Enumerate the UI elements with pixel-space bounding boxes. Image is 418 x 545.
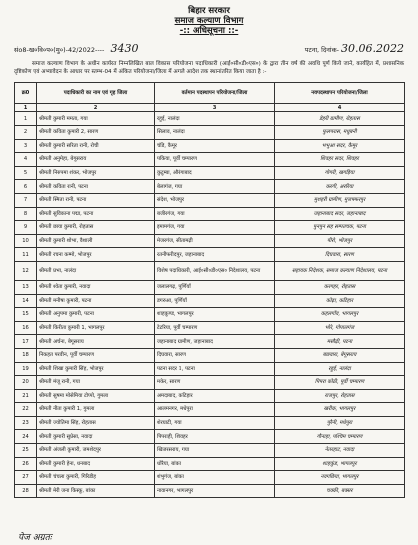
row-officer-name: श्रीमती अनुपमा कुमारी, पटना bbox=[37, 308, 155, 322]
row-new-posting: गोगरी, खगड़िया bbox=[275, 166, 405, 180]
row-current-posting: चंडि, कैमूर bbox=[155, 139, 275, 153]
row-serial: 1 bbox=[15, 112, 37, 126]
row-officer-name: श्रीमती मेरी जना किस्कू, बांका bbox=[37, 484, 155, 498]
row-new-posting: फुलपरास, मधुबनी bbox=[275, 126, 405, 140]
header-serial: क्र0 bbox=[15, 83, 37, 104]
row-officer-name: श्रीमती अंजली कुमारी, जमशेदपुर bbox=[37, 444, 155, 458]
row-new-posting: नेतरहाट, नवादा bbox=[275, 444, 405, 458]
table-row bbox=[15, 308, 405, 322]
row-serial: 18 bbox=[15, 348, 37, 362]
row-current-posting: रहुई, नालंदा bbox=[155, 112, 275, 126]
row-new-posting: भभुआ सदर, कैमूर bbox=[275, 139, 405, 153]
row-officer-name: श्रीमती कुमारी सरिता रानी, रोची bbox=[37, 139, 155, 153]
row-officer-name: श्रीमती सुषमा मोसेमिया टोप्पो, गुमला bbox=[37, 389, 155, 403]
column-number: 3 bbox=[155, 104, 275, 112]
row-current-posting: धोरैया, बांका bbox=[155, 457, 275, 471]
row-officer-name: श्रीमती स्मिता रानी, पटना bbox=[37, 193, 155, 207]
row-serial: 10 bbox=[15, 234, 37, 248]
row-serial: 12 bbox=[15, 261, 37, 280]
row-serial: 6 bbox=[15, 180, 37, 194]
table-row bbox=[15, 321, 405, 335]
row-new-posting: करगहर, रोहतास bbox=[275, 280, 405, 294]
row-serial: 23 bbox=[15, 416, 37, 430]
row-new-posting: कोढ़ा, कटिहार bbox=[275, 294, 405, 308]
row-new-posting: पुनपुन सह सम्पतचक, पटना bbox=[275, 221, 405, 235]
row-serial: 9 bbox=[15, 221, 37, 235]
row-new-posting: जहानाबाद सदर, जहानाबाद bbox=[275, 207, 405, 221]
row-serial: 5 bbox=[15, 166, 37, 180]
row-serial: 8 bbox=[15, 207, 37, 221]
row-serial: 22 bbox=[15, 403, 37, 417]
row-new-posting: खरीक, भागलपुर bbox=[275, 403, 405, 417]
row-officer-name: श्रीमती कुमारी सुप्रेसा, नवादा bbox=[37, 430, 155, 444]
row-officer-name: श्रीमती अनुमेहा, बेगूसराय bbox=[37, 153, 155, 167]
row-current-posting: शाहकुण्ड, भागलपुर bbox=[155, 308, 275, 322]
table-row bbox=[15, 261, 405, 280]
reference-date bbox=[305, 42, 404, 55]
table-row bbox=[15, 180, 405, 194]
row-current-posting: आलमनगर, मधेपुरा bbox=[155, 403, 275, 417]
row-serial: 27 bbox=[15, 471, 37, 485]
row-current-posting: रतनीफरीदपुर, जहानाबाद bbox=[155, 248, 275, 262]
row-new-posting: सहायक निदेशक, समाज कल्याण निदेशालय, पटना bbox=[275, 261, 405, 280]
table-row bbox=[15, 416, 405, 430]
row-new-posting: भोरे, गोपालगंज bbox=[275, 321, 405, 335]
row-serial: 28 bbox=[15, 484, 37, 498]
table-row bbox=[15, 430, 405, 444]
table-row bbox=[15, 348, 405, 362]
reference-number-label: संo8-ख०वि०प०(मु०)-42/2022---- bbox=[14, 46, 105, 54]
row-officer-name: श्रीमती नीता कुमारी 1, गुमला bbox=[37, 403, 155, 417]
row-new-posting: नवगछिया, भागलपुर bbox=[275, 471, 405, 485]
transfer-table bbox=[14, 82, 405, 498]
row-officer-name: श्रीमती श्वेता कुमारी, नवादा bbox=[37, 280, 155, 294]
row-current-posting: पिपराही, शिवहर bbox=[155, 430, 275, 444]
row-current-posting: बेलागंज, गया bbox=[155, 180, 275, 194]
row-current-posting: संदेश, भोजपुर bbox=[155, 193, 275, 207]
row-officer-name: निकहत परवीन, पूर्वी चम्पारण bbox=[37, 348, 155, 362]
column-number-row bbox=[15, 104, 405, 112]
column-number: 4 bbox=[275, 104, 405, 112]
row-new-posting: पीरो, भोजपुर bbox=[275, 234, 405, 248]
letterhead bbox=[14, 6, 404, 36]
table-header-row bbox=[15, 83, 405, 104]
department-title: समाज कल्याण विभाग bbox=[174, 16, 244, 26]
table-row bbox=[15, 335, 405, 349]
table-row bbox=[15, 248, 405, 262]
table-row bbox=[15, 294, 405, 308]
row-new-posting: डेहरी ग्रामीण, रोहतास bbox=[275, 112, 405, 126]
row-serial: 3 bbox=[15, 139, 37, 153]
header-current-posting: वर्तमान पदस्थापन परियोजना/जिला bbox=[155, 83, 275, 104]
row-new-posting: कहलगाँव, भागलपुर bbox=[275, 308, 405, 322]
row-current-posting: शंभुगंज, बांका bbox=[155, 471, 275, 485]
table-row bbox=[15, 193, 405, 207]
notification-title: -:: अधिसूचना ::- bbox=[179, 26, 239, 36]
table-row bbox=[15, 403, 405, 417]
table-row bbox=[15, 234, 405, 248]
row-serial: 15 bbox=[15, 308, 37, 322]
row-serial: 19 bbox=[15, 362, 37, 376]
row-new-posting: शिवहर सदर, शिवहर bbox=[275, 153, 405, 167]
column-number: 1 bbox=[15, 104, 37, 112]
row-new-posting: शाहकुंड, भागलपुर bbox=[275, 457, 405, 471]
header-officer-name: पदाधिकारी का नाम एवं गृह जिला bbox=[37, 83, 155, 104]
row-new-posting: मुशहरी ग्रामीण, मुजफ्फरपुर bbox=[275, 193, 405, 207]
table-row bbox=[15, 471, 405, 485]
row-new-posting: पुरैनी, मधेपुरा bbox=[275, 416, 405, 430]
row-current-posting: विशेष पदाधिकारी, आई०सी०डी०एस० निदेशालय, पटना bbox=[155, 261, 275, 280]
row-serial: 21 bbox=[15, 389, 37, 403]
row-serial: 16 bbox=[15, 321, 37, 335]
row-officer-name: श्रीमती कविता कुमारी 2, सारण bbox=[37, 126, 155, 140]
table-row bbox=[15, 457, 405, 471]
table-row bbox=[15, 444, 405, 458]
table-row bbox=[15, 484, 405, 498]
row-current-posting: कुटुम्बा, औरंगाबाद bbox=[155, 166, 275, 180]
row-current-posting: पकिया, पूर्वी चम्पारण bbox=[155, 153, 275, 167]
date-value: 30.06.2022 bbox=[341, 42, 404, 55]
row-current-posting: टेटरिया, पूर्वी चम्पारण bbox=[155, 321, 275, 335]
header-new-posting: नवपदस्थापन परियोजना/जिला bbox=[275, 83, 405, 104]
page-continued-note: पेज अग्रतः bbox=[18, 533, 52, 543]
row-officer-name: श्रीमती छाया कुमारी, रोहतास bbox=[37, 221, 155, 235]
row-serial: 2 bbox=[15, 126, 37, 140]
row-current-posting: दिघवारा, सारण bbox=[155, 348, 275, 362]
row-officer-name: श्रीमती किरीता कुमारी 1, भागलपुर bbox=[37, 321, 155, 335]
column-number: 2 bbox=[37, 104, 155, 112]
row-officer-name: श्रीमती ज्योतिमा सिंह, रोहतास bbox=[37, 416, 155, 430]
row-new-posting: दिघवारा, सारण bbox=[275, 248, 405, 262]
row-current-posting: पटना सदर 1, पटना bbox=[155, 362, 275, 376]
row-serial: 26 bbox=[15, 457, 37, 471]
row-serial: 20 bbox=[15, 376, 37, 390]
row-current-posting: शेरघाटी, गया bbox=[155, 416, 275, 430]
row-officer-name: श्रीमती चंचला कुमारी, गिरिडीह bbox=[37, 471, 155, 485]
row-officer-name: श्रीमती शिखा कुमारी सिंह, भोजपुर bbox=[37, 362, 155, 376]
row-current-posting: बजीरगंज, गया bbox=[155, 207, 275, 221]
row-officer-name: श्रीमती रचना कम्मो, भोजपुर bbox=[37, 248, 155, 262]
reference-line bbox=[14, 42, 404, 55]
row-officer-name: श्रीमती निरुपमा शंकर, भोजपुर bbox=[37, 166, 155, 180]
row-current-posting: मकेर, सारण bbox=[155, 376, 275, 390]
row-officer-name: श्रीमती मनीषा कुमारी, पटना bbox=[37, 294, 155, 308]
table-row bbox=[15, 376, 405, 390]
row-serial: 17 bbox=[15, 335, 37, 349]
row-serial: 24 bbox=[15, 430, 37, 444]
row-current-posting: खिजरसराय, गया bbox=[155, 444, 275, 458]
table-row bbox=[15, 389, 405, 403]
govt-title: बिहार सरकार bbox=[188, 6, 230, 16]
row-new-posting: राजपुर, रोहतास bbox=[275, 389, 405, 403]
row-officer-name: श्रीमती सुविकाना पद्मा, पटना bbox=[37, 207, 155, 221]
table-row bbox=[15, 207, 405, 221]
table-row bbox=[15, 362, 405, 376]
row-current-posting: नावानगर, भागलपुर bbox=[155, 484, 275, 498]
row-officer-name: श्रीमती कुमारी शोभा, वैशाली bbox=[37, 234, 155, 248]
reference-number bbox=[14, 42, 138, 55]
row-current-posting: सिलाव, नालंदा bbox=[155, 126, 275, 140]
row-officer-name: श्रीमती कविता रानी, पटना bbox=[37, 180, 155, 194]
table-row bbox=[15, 112, 405, 126]
row-current-posting: अमदाबाद, कटिहार bbox=[155, 389, 275, 403]
row-new-posting: गौनाहा, पश्चिम चम्पारण bbox=[275, 430, 405, 444]
table-row bbox=[15, 126, 405, 140]
row-new-posting: बछवारा, बेगूसराय bbox=[275, 348, 405, 362]
row-serial: 11 bbox=[15, 248, 37, 262]
table-row bbox=[15, 153, 405, 167]
row-new-posting: चक्की, बक्सर bbox=[275, 484, 405, 498]
row-officer-name: श्रीमती अर्चना, बेगूसराय bbox=[37, 335, 155, 349]
table-row bbox=[15, 166, 405, 180]
row-officer-name: श्रीमती कुमारी हेना, धनबाद bbox=[37, 457, 155, 471]
row-new-posting: रहुई, नालंदा bbox=[275, 362, 405, 376]
table-row bbox=[15, 280, 405, 294]
order-paragraph: समाज कल्याण विभाग के अधीन कार्यरत निम्नलिखित बाल विकास परियोजना पदाधिकारी (आई०सी०डी०एस०) के द्वारा तीन वर्ष की अवधि पूर्ण किये जाने, कार्यहित में, प्रशासनिक दृष्टिकोण एवं अभ्यावेदन के आधार पर स्तम्भ-04 में अंकित परियोजना/जिला में अगले आदेश तक स्थानांतरित किया जाता है :- bbox=[14, 61, 404, 76]
row-officer-name: श्रीमती मंजू रानी, गया bbox=[37, 376, 155, 390]
row-current-posting: जहानाबाद ग्रामीण, जहानाबाद bbox=[155, 335, 275, 349]
row-current-posting: जलालगढ़, पूर्णियाँ bbox=[155, 280, 275, 294]
row-officer-name: श्रीमती कुमारी ममता, गया bbox=[37, 112, 155, 126]
row-current-posting: डगरुआ, पूर्णियाँ bbox=[155, 294, 275, 308]
row-serial: 4 bbox=[15, 153, 37, 167]
row-serial: 13 bbox=[15, 280, 37, 294]
row-serial: 7 bbox=[15, 193, 37, 207]
row-serial: 25 bbox=[15, 444, 37, 458]
date-label: पटना, दिनांक- bbox=[304, 46, 339, 54]
row-current-posting: मेजरगंज, सीतामढ़ी bbox=[155, 234, 275, 248]
table-row bbox=[15, 139, 405, 153]
row-officer-name: श्रीमती प्रभा, नालंदा bbox=[37, 261, 155, 280]
row-new-posting: पिपरा कोठी, पूर्वी चम्पारण bbox=[275, 376, 405, 390]
row-new-posting: मसौढ़ी, पटना bbox=[275, 335, 405, 349]
row-new-posting: करगी, अररिया bbox=[275, 180, 405, 194]
reference-number-value: 3430 bbox=[110, 42, 139, 55]
row-current-posting: इमामगंज, गया bbox=[155, 221, 275, 235]
row-serial: 14 bbox=[15, 294, 37, 308]
table-row bbox=[15, 221, 405, 235]
